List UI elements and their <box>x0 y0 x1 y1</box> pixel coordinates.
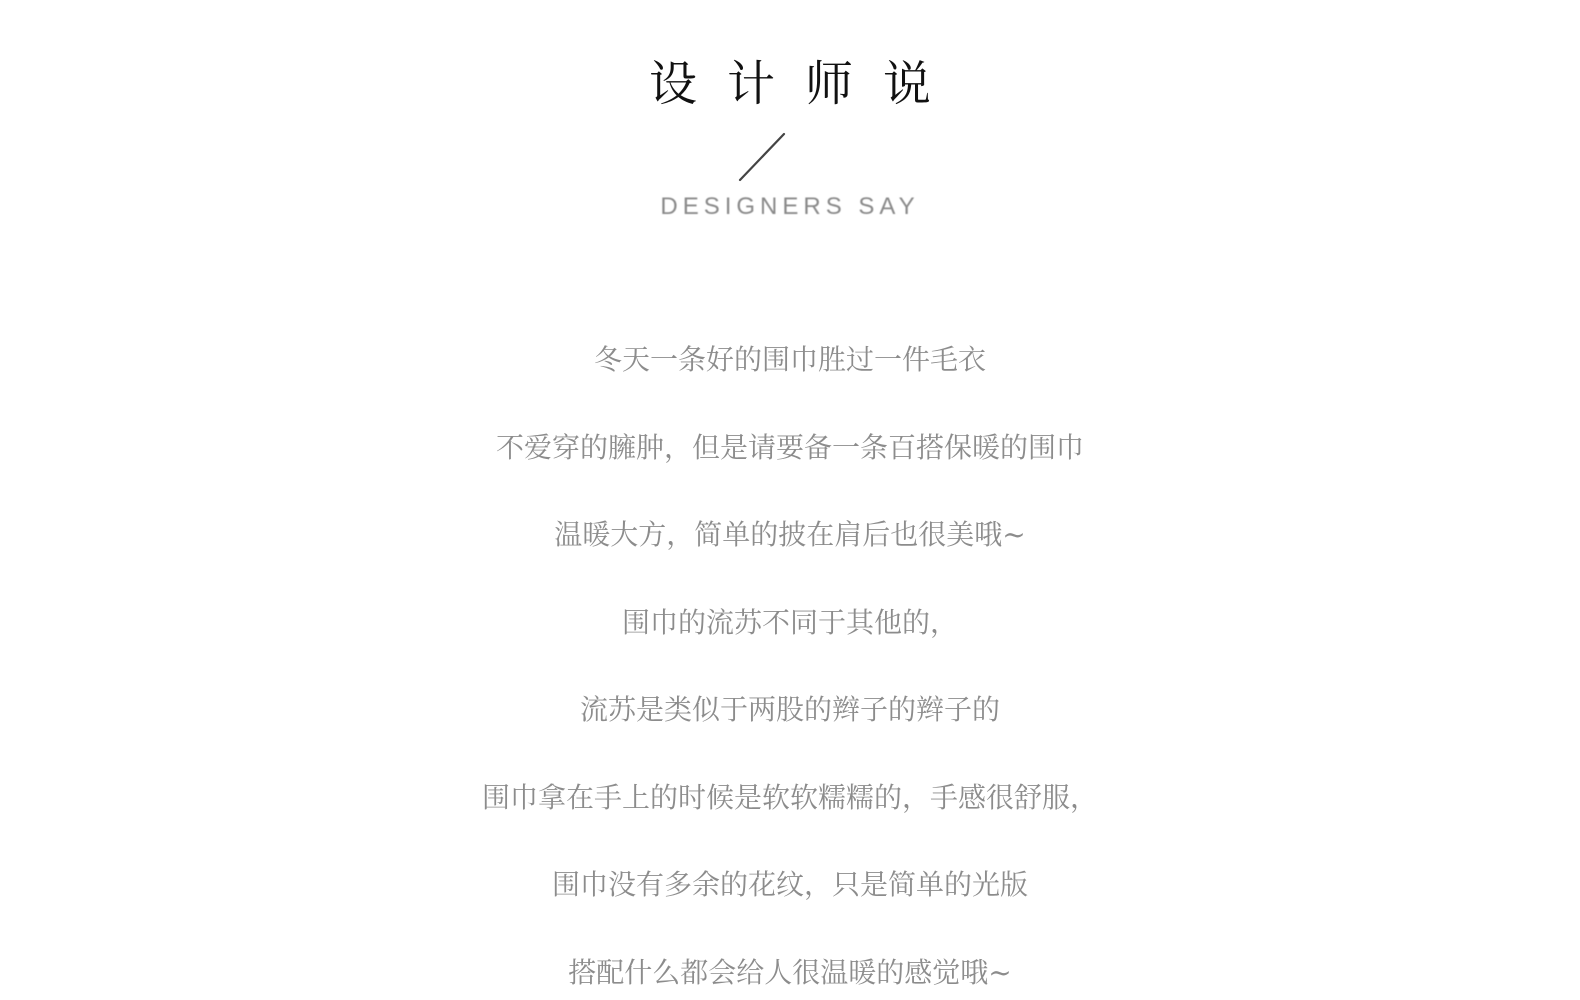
page-title: 设计师说 <box>648 56 961 112</box>
description-line: 不爱穿的臃肿，但是请要备一条百搭保暖的围巾 <box>495 430 1084 464</box>
description-line: 围巾的流苏不同于其他的， <box>621 605 958 639</box>
description-line: 围巾拿在手上的时候是软软糯糯的，手感很舒服， <box>481 780 1098 814</box>
description-lines <box>0 336 1580 1000</box>
page-subtitle: DESIGNERS SAY <box>660 193 920 220</box>
description-line: 围巾没有多余的花纹，只是简单的光版 <box>551 868 1028 901</box>
slash-line-icon <box>738 132 786 182</box>
description-line: 冬天一条好的围巾胜过一件毛衣 <box>593 343 986 376</box>
description-line: 流苏是类似于两股的辫子的辫子的 <box>579 693 1000 726</box>
description-line: 搭配什么都会给人很温暖的感觉哦~ <box>568 955 1012 989</box>
description-line: 温暖大方，简单的披在肩后也很美哦~ <box>554 518 1026 551</box>
